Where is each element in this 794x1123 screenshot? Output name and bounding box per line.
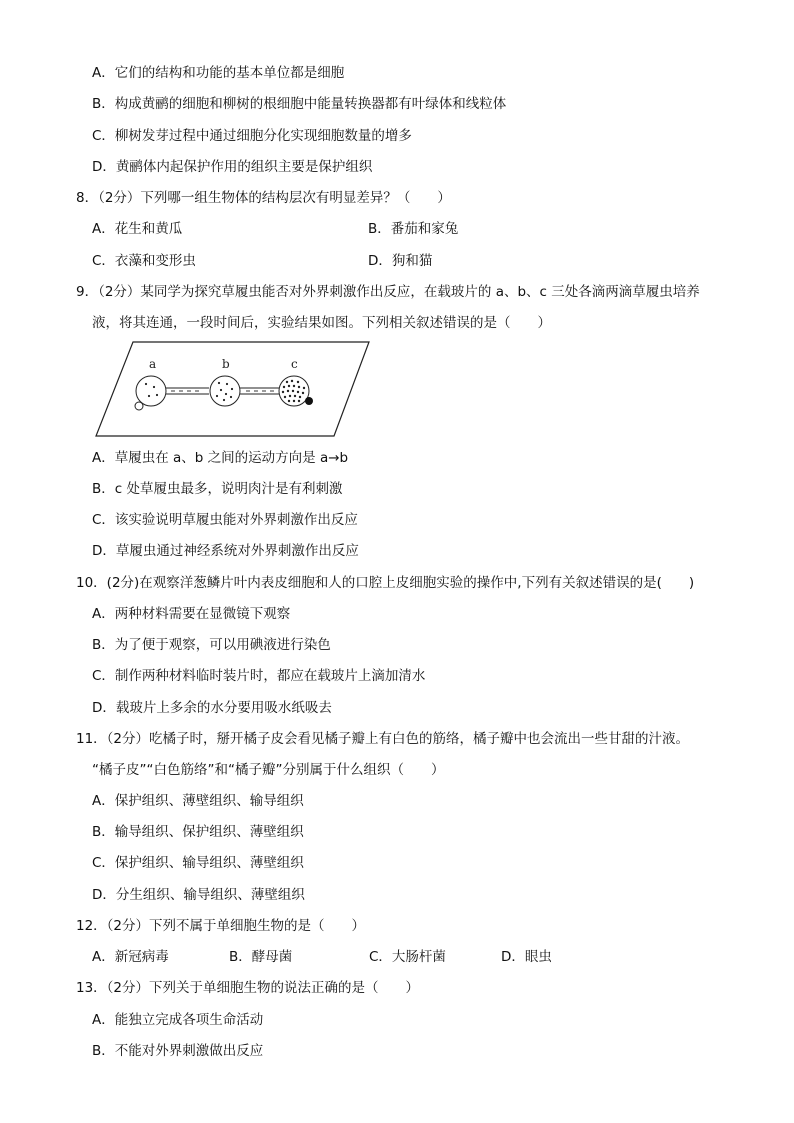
paramecium-experiment-figure xyxy=(88,338,378,440)
q12-option-b: B．酵母菌 xyxy=(229,949,293,965)
q12-option-d: D．眼虫 xyxy=(501,949,552,965)
q11-stem-line1: 11．（2分）吃橘子时，掰开橘子皮会看见橘子瓣上有白色的筋络，橘子瓣中也会流出一些甘甜的汁液。 xyxy=(76,731,690,747)
q7-option-a: A．它们的结构和功能的基本单位都是细胞 xyxy=(92,65,345,81)
q12-stem: 12．（2分）下列不属于单细胞生物的是（ ） xyxy=(76,918,366,934)
label-a: a xyxy=(149,357,157,371)
meat-juice-drop xyxy=(305,397,313,405)
label-b: b xyxy=(222,357,230,371)
q12-option-c: C．大肠杆菌 xyxy=(369,949,446,965)
drop-a xyxy=(136,376,166,406)
q7-option-b: B．构成黄鹂的细胞和柳树的根细胞中能量转换器都有叶绿体和线粒体 xyxy=(92,96,507,112)
q12-option-a: A．新冠病毒 xyxy=(92,949,169,965)
q11-stem-line2: “橘子皮”“白色筋络”和“橘子瓣”分别属于什么组织（ ） xyxy=(92,762,445,778)
q10-option-d: D．载玻片上多余的水分要用吸水纸吸去 xyxy=(92,700,332,716)
q13-stem: 13．（2分）下列关于单细胞生物的说法正确的是（ ） xyxy=(76,980,420,996)
q8-stem: 8．（2分）下列哪一组生物体的结构层次有明显差异？（ ） xyxy=(76,190,451,206)
label-c: c xyxy=(291,357,298,371)
q9-stem-line2: 液，将其连通，一段时间后，实验结果如图。下列相关叙述错误的是（ ） xyxy=(92,315,551,331)
channel-ab xyxy=(165,388,209,394)
q10-option-c: C．制作两种材料临时装片时，都应在载玻片上滴加清水 xyxy=(92,668,426,684)
q10-stem: 10．(2分)在观察洋葱鳞片叶内表皮细胞和人的口腔上皮细胞实验的操作中,下列有关叙述错误的是( ) xyxy=(76,575,695,591)
q11-option-d: D．分生组织、输导组织、薄壁组织 xyxy=(92,887,305,903)
q13-option-b: B．不能对外界刺激做出反应 xyxy=(92,1043,264,1059)
drop-b xyxy=(210,376,240,406)
q8-option-a: A．花生和黄瓜 xyxy=(92,221,183,237)
q11-option-c: C．保护组织、输导组织、薄壁组织 xyxy=(92,855,304,871)
q8-option-b: B．番茄和家兔 xyxy=(368,221,459,237)
channel-bc xyxy=(240,388,280,394)
q9-option-d: D．草履虫通过神经系统对外界刺激作出反应 xyxy=(92,543,359,559)
q9-option-c: C．该实验说明草履虫能对外界刺激作出反应 xyxy=(92,512,358,528)
q11-option-a: A．保护组织、薄壁组织、输导组织 xyxy=(92,793,304,809)
q9-stem-line1: 9．（2分）某同学为探究草履虫能否对外界刺激作出反应，在载玻片的 a、b、c 三处各滴两滴草履虫培养 xyxy=(76,284,700,300)
q8-option-c: C．衣藻和变形虫 xyxy=(92,253,196,269)
q9-option-b: B．c 处草履虫最多，说明肉汁是有利刺激 xyxy=(92,481,343,497)
q11-option-b: B．输导组织、保护组织、薄壁组织 xyxy=(92,824,304,840)
q10-option-a: A．两种材料需要在显微镜下观察 xyxy=(92,606,291,622)
q13-option-a: A．能独立完成各项生命活动 xyxy=(92,1012,264,1028)
q8-option-d: D．狗和猫 xyxy=(368,253,433,269)
q9-option-a: A．草履虫在 a、b 之间的运动方向是 a→b xyxy=(92,450,349,466)
salt-grain xyxy=(135,402,143,410)
q10-option-b: B．为了便于观察，可以用碘液进行染色 xyxy=(92,637,331,653)
q7-option-d: D．黄鹂体内起保护作用的组织主要是保护组织 xyxy=(92,159,373,175)
q7-option-c: C．柳树发芽过程中通过细胞分化实现细胞数量的增多 xyxy=(92,128,412,144)
